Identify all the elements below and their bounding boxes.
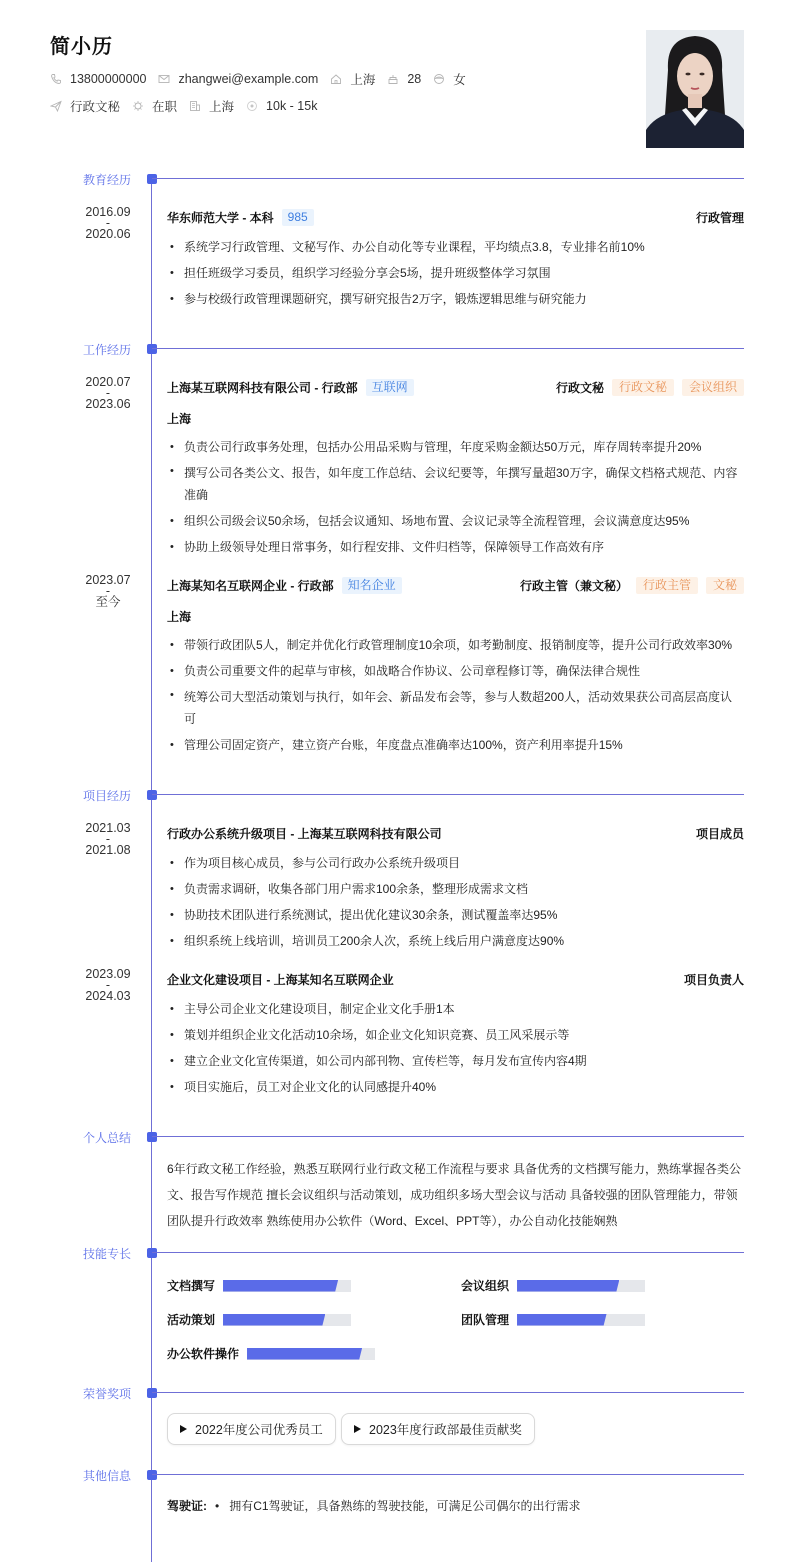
- caret-right-icon: [180, 1425, 187, 1433]
- gender-icon: [433, 73, 445, 85]
- work-location: 上海: [167, 610, 192, 624]
- work-role: 行政主管（兼文秘） 行政主管 文秘: [520, 577, 744, 594]
- project-date: 2021.03 - 2021.08: [85, 821, 131, 857]
- email-address: zhangwei@example.com: [178, 72, 319, 86]
- target-position-item: [50, 97, 120, 115]
- target-city-item: [189, 97, 234, 115]
- skill-bar: [223, 1280, 351, 1292]
- portrait-image: [646, 30, 744, 148]
- section-divider: [152, 1392, 744, 1393]
- status-icon: [132, 100, 144, 112]
- project-date: 2023.09 - 2024.03: [85, 967, 131, 1003]
- project-bullets: [167, 996, 744, 1100]
- skill-bar: [517, 1314, 645, 1326]
- list-item: • 项目实施后，员工对企业文化的认同感提升40%: [167, 1074, 744, 1100]
- skill-name: 活动策划: [167, 1313, 216, 1327]
- list-item: • 负责公司重要文件的起草与审核，如战略合作协议、公司章程修订等，确保法律合规性: [167, 658, 744, 684]
- work-location: 上海: [167, 412, 192, 426]
- section-work: [0, 343, 794, 355]
- list-item: • 组织系统上线培训，培训员工200余人次，系统上线后用户满意度达90%: [167, 928, 744, 954]
- section-other: [0, 1469, 794, 1481]
- list-item: • 担任班级学习委员，组织学习经验分享会5场，提升班级整体学习氛围: [167, 260, 744, 286]
- timeline-node: [147, 1388, 157, 1398]
- phone-number: 13800000000: [70, 72, 147, 86]
- section-divider: [152, 1474, 744, 1475]
- section-title: 工作经历: [83, 343, 132, 357]
- role-tag: 行政主管: [636, 577, 698, 594]
- project-title: 企业文化建设项目 - 上海某知名互联网企业: [167, 973, 394, 987]
- section-divider: [152, 178, 744, 179]
- skill-bar: [223, 1314, 351, 1326]
- list-item: • 负责公司行政事务处理，包括办公用品采购与管理，年度采购金额达50万元，库存周转率提升20%: [167, 434, 744, 460]
- age-item: [387, 72, 421, 86]
- project-role: 项目负责人: [683, 973, 744, 987]
- list-item: • 系统学习行政管理、文秘写作、办公自动化等专业课程，平均绩点3.8，专业排名前10%: [167, 234, 744, 260]
- work-role: 行政文秘 行政文秘 会议组织: [556, 379, 744, 396]
- work-bullets: [167, 434, 744, 560]
- expected-salary: 10k - 15k: [266, 99, 318, 113]
- skill-item: [167, 1277, 351, 1294]
- skill-item: [167, 1311, 351, 1328]
- section-title: 荣誉奖项: [83, 1387, 132, 1401]
- industry-tag: 知名企业: [342, 577, 402, 594]
- profile-photo: [646, 30, 744, 148]
- resume-header: [50, 28, 750, 153]
- section-divider: [152, 794, 744, 795]
- skill-bar-fill: [247, 1348, 362, 1360]
- phone-icon: [50, 73, 62, 85]
- role-tag: 会议组织: [682, 379, 744, 396]
- section-title: 个人总结: [83, 1131, 132, 1145]
- job-intention-row: [50, 97, 329, 115]
- section-divider: [152, 1252, 744, 1253]
- list-item: • 管理公司固定资产，建立资产台账，年度盘点准确率达100%，资产利用率提升15%: [167, 732, 744, 758]
- summary-text: 6年行政文秘工作经验，熟悉互联网行业行政文秘工作流程与要求 具备优秀的文档撰写能力，熟练掌握各类公文、报告写作规范 擅长会议组织与活动策划，成功组织多场大型会议与活动 具备较强的团队管理能力，带领团队提升行政效率 熟练使用办公软件（Word、Excel、PPT等），办公自动化技能娴熟: [167, 1162, 742, 1228]
- residence-city: 上海: [350, 73, 376, 87]
- timeline-line: [151, 178, 152, 1562]
- project-title: 行政办公系统升级项目 - 上海某互联网科技有限公司: [167, 827, 442, 841]
- skill-bar-fill: [223, 1280, 338, 1292]
- skill-item: [167, 1345, 375, 1362]
- list-item: • 作为项目核心成员，参与公司行政办公系统升级项目: [167, 850, 744, 876]
- candidate-name: 简小历: [50, 36, 113, 58]
- skill-item: [461, 1311, 645, 1328]
- section-title: 项目经历: [83, 789, 132, 803]
- list-item: • 统筹公司大型活动策划与执行，如年会、新品发布会等，参与人数超200人，活动效果获公司高层高度认可: [167, 684, 744, 732]
- skill-bar-fill: [223, 1314, 325, 1326]
- timeline-node: [147, 1132, 157, 1142]
- skill-name: 团队管理: [461, 1313, 510, 1327]
- contact-row: [50, 70, 478, 88]
- section-projects: [0, 789, 794, 801]
- other-info-item: [167, 1497, 581, 1514]
- education-school: 华东师范大学 - 本科 985: [167, 209, 314, 226]
- award-chip[interactable]: [167, 1413, 336, 1445]
- work-bullets: [167, 632, 744, 758]
- role-tag: 文秘: [706, 577, 744, 594]
- other-info-value: 拥有C1驾驶证，具备熟练的驾驶技能，可满足公司偶尔的出行需求: [229, 1499, 581, 1513]
- skill-bar: [247, 1348, 375, 1360]
- email-item: [158, 72, 318, 86]
- list-item: • 撰写公司各类公文、报告，如年度工作总结、会议纪要等，年撰写量超30万字，确保文档格式规范、内容准确: [167, 460, 744, 508]
- mail-icon: [158, 73, 170, 85]
- education-date: 2016.09 - 2020.06: [85, 205, 131, 241]
- skill-item: [461, 1277, 645, 1294]
- list-item: • 参与校级行政管理课题研究，撰写研究报告2万字，锻炼逻辑思维与研究能力: [167, 286, 744, 312]
- skill-bar: [517, 1280, 645, 1292]
- age-icon: [387, 73, 399, 85]
- work-date: 2023.07 - 至今: [85, 573, 131, 609]
- section-awards: [0, 1387, 794, 1399]
- skill-bar-fill: [517, 1280, 619, 1292]
- gender-item: [433, 70, 466, 88]
- school-tag: 985: [282, 209, 314, 226]
- timeline-node: [147, 1470, 157, 1480]
- section-title: 其他信息: [83, 1469, 132, 1483]
- residence-item: [330, 70, 375, 88]
- phone-item: [50, 72, 146, 86]
- home-icon: [330, 73, 342, 85]
- timeline-node: [147, 174, 157, 184]
- skill-name: 办公软件操作: [167, 1347, 240, 1361]
- gender-value: 女: [453, 73, 466, 87]
- education-bullets: [167, 234, 744, 312]
- list-item: • 建立企业文化宣传渠道，如公司内部刊物、宣传栏等，每月发布宣传内容4期: [167, 1048, 744, 1074]
- timeline-node: [147, 344, 157, 354]
- award-label: 2022年度公司优秀员工: [195, 1423, 323, 1437]
- job-status: 在职: [152, 100, 178, 114]
- section-skills: [0, 1247, 794, 1259]
- timeline-node: [147, 790, 157, 800]
- list-item: • 带领行政团队5人，制定并优化行政管理制度10余项，如考勤制度、报销制度等，提升公司行政效率30%: [167, 632, 744, 658]
- caret-right-icon: [354, 1425, 361, 1433]
- project-role: 项目成员: [695, 827, 744, 841]
- section-divider: [152, 348, 744, 349]
- work-company: 上海某互联网科技有限公司 - 行政部 互联网: [167, 379, 414, 396]
- award-label: 2023年度行政部最佳贡献奖: [369, 1423, 522, 1437]
- section-title: 教育经历: [83, 173, 132, 187]
- job-status-item: [132, 97, 177, 115]
- education-major: 行政管理: [695, 211, 744, 225]
- industry-tag: 互联网: [366, 379, 414, 396]
- target-position: 行政文秘: [70, 100, 121, 114]
- building-icon: [189, 100, 201, 112]
- section-title: 技能专长: [83, 1247, 132, 1261]
- work-date: 2020.07 - 2023.06: [85, 375, 131, 411]
- timeline-node: [147, 1248, 157, 1258]
- section-divider: [152, 1136, 744, 1137]
- skill-name: 文档撰写: [167, 1279, 216, 1293]
- age-value: 28: [407, 72, 422, 86]
- award-chip[interactable]: [341, 1413, 535, 1445]
- skill-bar-fill: [517, 1314, 607, 1326]
- target-city: 上海: [209, 100, 235, 114]
- bullet: •: [215, 1498, 220, 1513]
- work-company: 上海某知名互联网企业 - 行政部 知名企业: [167, 577, 402, 594]
- section-education: [0, 173, 794, 185]
- other-info-key: 驾驶证:: [167, 1499, 207, 1513]
- send-icon: [50, 100, 62, 112]
- skill-name: 会议组织: [461, 1279, 510, 1293]
- project-bullets: [167, 850, 744, 954]
- section-summary: [0, 1131, 794, 1143]
- list-item: • 主导公司企业文化建设项目，制定企业文化手册1本: [167, 996, 744, 1022]
- list-item: • 策划并组织企业文化活动10余场，如企业文化知识竞赛、员工风采展示等: [167, 1022, 744, 1048]
- list-item: • 协助技术团队进行系统测试，提出优化建议30余条，测试覆盖率达95%: [167, 902, 744, 928]
- salary-item: [246, 99, 317, 113]
- list-item: • 负责需求调研，收集各部门用户需求100余条，整理形成需求文档: [167, 876, 744, 902]
- role-tag: 行政文秘: [612, 379, 674, 396]
- list-item: • 组织公司级会议50余场，包括会议通知、场地布置、会议记录等全流程管理，会议满意度达95%: [167, 508, 744, 534]
- salary-icon: [246, 100, 258, 112]
- list-item: • 协助上级领导处理日常事务，如行程安排、文件归档等，保障领导工作高效有序: [167, 534, 744, 560]
